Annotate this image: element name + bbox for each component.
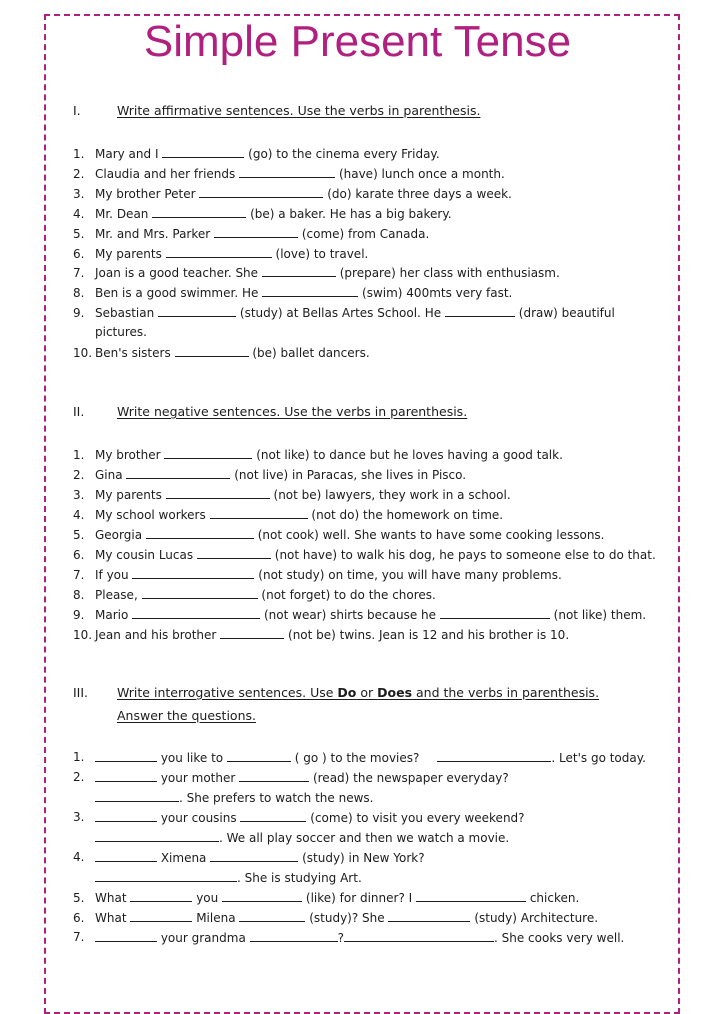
answer-blank[interactable] xyxy=(214,226,298,238)
answer-blank[interactable] xyxy=(197,547,271,559)
answer-blank[interactable] xyxy=(262,265,336,277)
list-item: 7. Joan is a good teacher. She (prepare) her class with enthusiasm. xyxy=(73,266,560,280)
answer-blank[interactable] xyxy=(220,627,284,639)
answer-blank[interactable] xyxy=(166,487,270,499)
answer-blank[interactable] xyxy=(240,810,306,822)
list-item: 6. My cousin Lucas (not have) to walk his dog, he pays to someone else to do that. xyxy=(73,548,656,562)
list-item: 10. Jean and his brother (not be) twins. Jean is 12 and his brother is 10. xyxy=(73,628,570,642)
answer-blank[interactable] xyxy=(95,850,157,862)
answer-blank[interactable] xyxy=(416,890,526,902)
answer-blank[interactable] xyxy=(158,305,236,317)
section-2-instruction: Write negative sentences. Use the verbs in parenthesis. xyxy=(117,404,468,419)
section-2-number: II. xyxy=(73,404,85,419)
section-1-instruction: Write affirmative sentences. Use the verbs in parenthesis. xyxy=(117,103,481,118)
answer-blank[interactable] xyxy=(437,750,551,762)
answer-blank[interactable] xyxy=(132,567,254,579)
list-item: 2. Claudia and her friends (have) lunch once a month. xyxy=(73,167,505,181)
list-item: 3. My brother Peter (do) karate three days a week. xyxy=(73,187,512,201)
answer-blank[interactable] xyxy=(199,186,323,198)
answer-blank[interactable] xyxy=(95,870,237,882)
list-item: 8. Ben is a good swimmer. He (swim) 400mts very fast. xyxy=(73,286,513,300)
list-item: 2. Gina (not live) in Paracas, she lives in Pisco. xyxy=(73,468,467,482)
list-item-continuation: pictures. xyxy=(95,325,147,339)
answer-blank[interactable] xyxy=(440,607,550,619)
answer-blank[interactable] xyxy=(175,345,249,357)
answer-line: . She is studying Art. xyxy=(95,870,362,885)
list-item: 4. My school workers (not do) the homework on time. xyxy=(73,508,504,522)
answer-blank[interactable] xyxy=(388,910,470,922)
list-item: 7. If you (not study) on time, you will have many problems. xyxy=(73,568,562,582)
answer-blank[interactable] xyxy=(95,930,157,942)
answer-blank[interactable] xyxy=(142,587,258,599)
list-item: 9. Mario (not wear) shirts because he (not like) them. xyxy=(73,608,647,622)
section-3-instruction-line2: Answer the questions. xyxy=(117,708,256,723)
list-item: 2. xyxy=(73,770,85,784)
answer-blank[interactable] xyxy=(126,467,230,479)
section-3-instruction: Write interrogative sentences. Use Do or Does and the verbs in parenthesis. xyxy=(117,685,600,700)
answer-blank[interactable] xyxy=(95,770,157,782)
list-item: Ximena (study) in New York? xyxy=(95,850,425,865)
answer-blank[interactable] xyxy=(130,910,192,922)
answer-blank[interactable] xyxy=(239,770,309,782)
answer-blank[interactable] xyxy=(222,890,302,902)
section-1-number: I. xyxy=(73,103,81,118)
section-3-number: III. xyxy=(73,685,89,700)
answer-blank[interactable] xyxy=(95,790,179,802)
answer-blank[interactable] xyxy=(132,607,260,619)
answer-blank[interactable] xyxy=(344,930,494,942)
answer-blank[interactable] xyxy=(130,890,192,902)
list-item: 1. Mary and I (go) to the cinema every Friday. xyxy=(73,147,440,161)
worksheet-title: Simple Present Tense xyxy=(143,17,572,66)
list-item: 4. xyxy=(73,850,85,864)
list-item: 1. My brother (not like) to dance but he loves having a good talk. xyxy=(73,448,563,462)
list-item: 10. Ben's sisters (be) ballet dancers. xyxy=(73,346,370,360)
list-item: 5. What you (like) for dinner? I chicken. xyxy=(73,891,580,905)
answer-blank[interactable] xyxy=(146,527,254,539)
list-item: 8. Please, (not forget) to do the chores. xyxy=(73,588,436,602)
list-item: 4. Mr. Dean (be) a baker. He has a big bakery. xyxy=(73,207,452,221)
answer-blank[interactable] xyxy=(95,830,219,842)
answer-blank[interactable] xyxy=(239,166,335,178)
list-item: 3. xyxy=(73,810,85,824)
list-item: 6. What Milena (study)? She (study) Architecture. xyxy=(73,911,599,925)
answer-blank[interactable] xyxy=(239,910,305,922)
list-item: your cousins (come) to visit you every weekend? xyxy=(95,810,525,825)
answer-blank[interactable] xyxy=(95,810,157,822)
answer-blank[interactable] xyxy=(166,246,272,258)
answer-blank[interactable] xyxy=(164,447,252,459)
list-item: 5. Mr. and Mrs. Parker (come) from Canada. xyxy=(73,227,430,241)
answer-blank[interactable] xyxy=(162,146,244,158)
list-item: 5. Georgia (not cook) well. She wants to have some cooking lessons. xyxy=(73,528,605,542)
list-item: 3. My parents (not be) lawyers, they work in a school. xyxy=(73,488,511,502)
answer-line: . We all play soccer and then we watch a movie. xyxy=(95,830,509,845)
answer-blank[interactable] xyxy=(95,750,157,762)
answer-blank[interactable] xyxy=(210,850,298,862)
answer-line: . She prefers to watch the news. xyxy=(95,790,373,805)
list-item: 1. xyxy=(73,750,85,764)
answer-blank[interactable] xyxy=(250,930,338,942)
answer-blank[interactable] xyxy=(227,750,291,762)
list-item: your mother (read) the newspaper everyday? xyxy=(95,770,509,785)
list-item: 7. xyxy=(73,930,85,944)
answer-blank[interactable] xyxy=(210,507,308,519)
answer-blank[interactable] xyxy=(445,305,515,317)
answer-blank[interactable] xyxy=(262,285,358,297)
list-item: 6. My parents (love) to travel. xyxy=(73,247,369,261)
answer-blank[interactable] xyxy=(152,206,246,218)
list-item: your grandma ? . She cooks very well. xyxy=(95,930,624,945)
list-item: you like to ( go ) to the movies? . Let's go today. xyxy=(95,750,646,765)
list-item: 9. Sebastian (study) at Bellas Artes School. He (draw) beautiful xyxy=(73,306,615,320)
